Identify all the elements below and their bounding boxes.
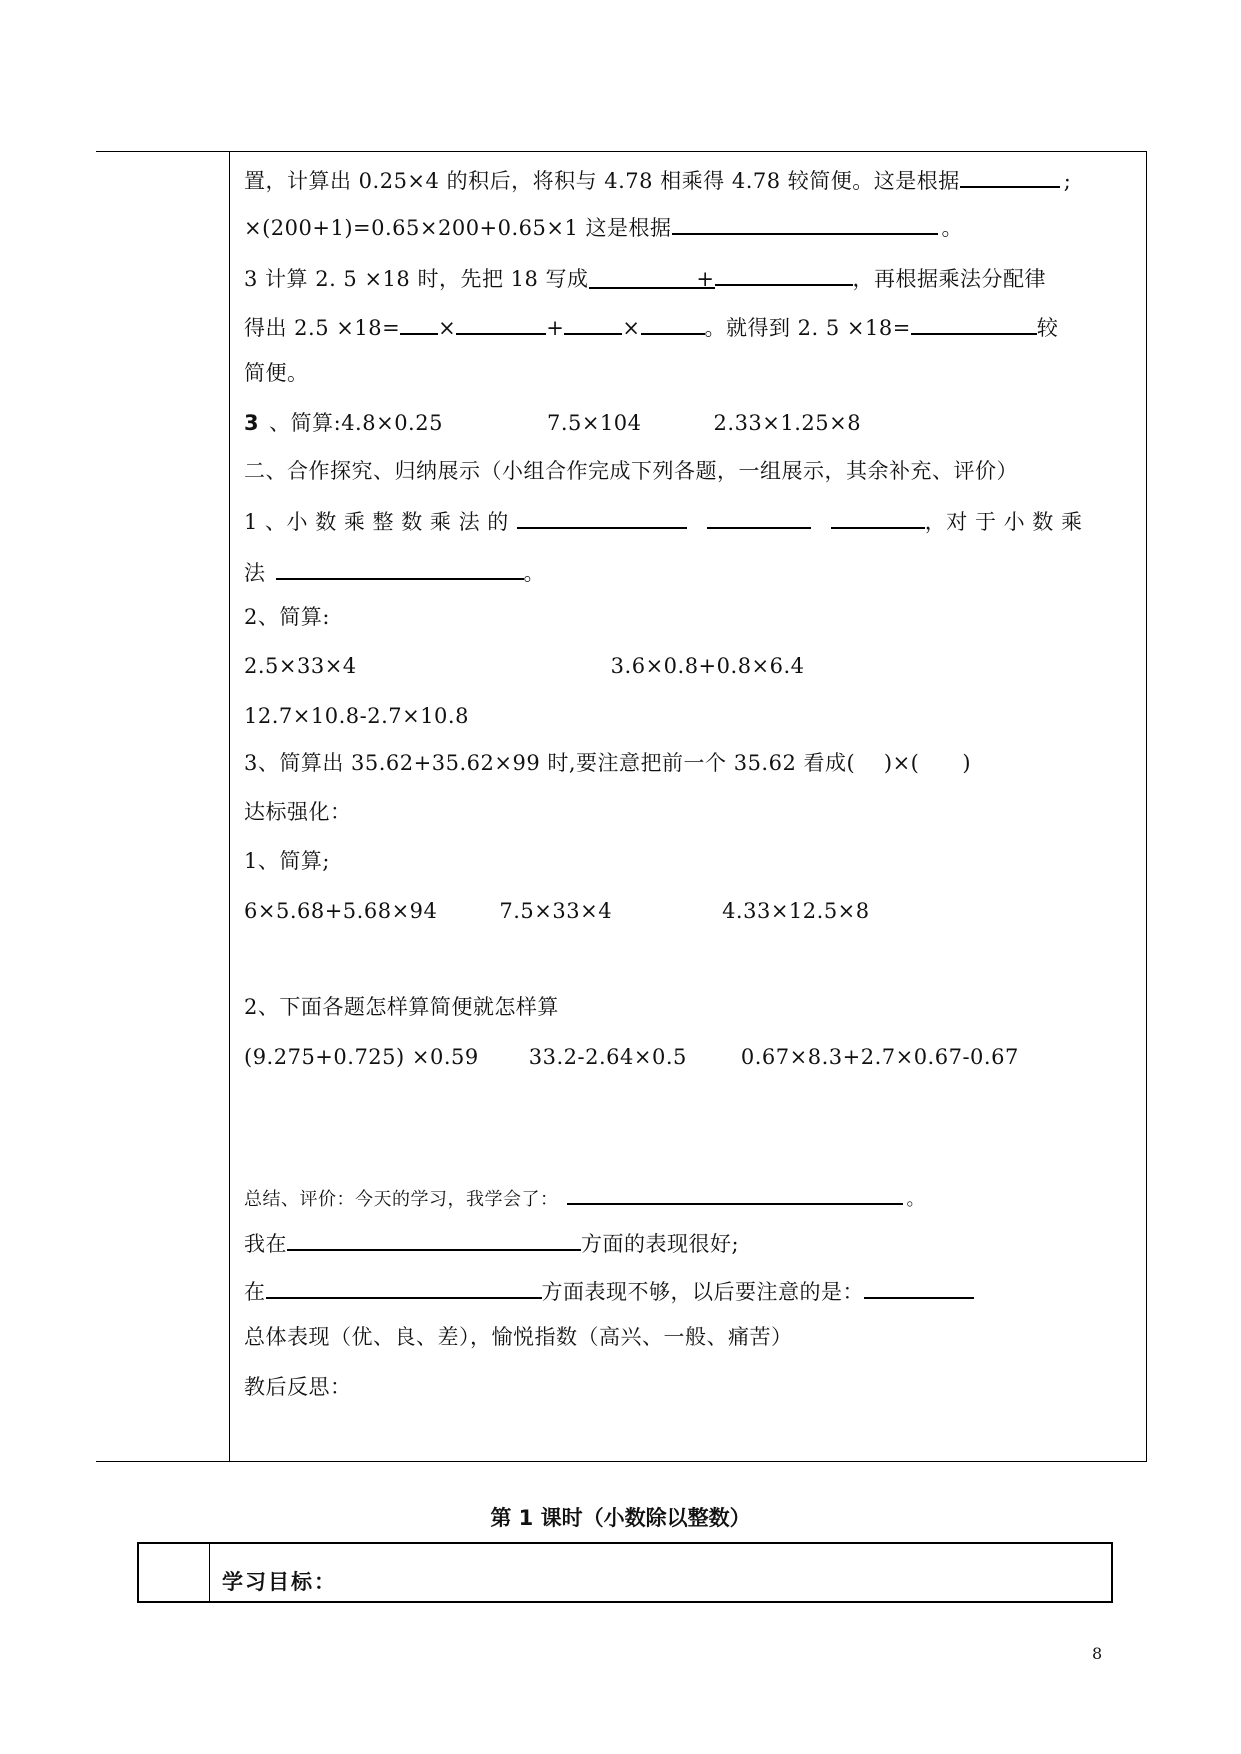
text-line: 1 、小 数 乘 整 数 乘 法 的 ，对 于 小 数 乘 (244, 505, 1082, 536)
table-bottom-border (96, 1461, 1147, 1462)
summary-line: 在 方面表现不够，以后要注意的是： (244, 1275, 974, 1306)
text-line: 2、简算: (244, 605, 330, 629)
text-line: 置，计算出 0.25×4 的积后，将积与 4.78 相乘得 4.78 较简便。这是根据 ; (244, 164, 1071, 195)
text-line: 简便。 (244, 361, 309, 385)
text-line: 3 、简算:4.8×0.25 7.5×104 2.33×1.25×8 (244, 411, 862, 435)
summary-line: 教后反思： (244, 1375, 352, 1399)
summary-line: 总体表现（优、良、差），愉悦指数（高兴、一般、痛苦） (244, 1325, 793, 1349)
table-right-border (1146, 151, 1147, 1462)
goal-table-column-border (209, 1542, 210, 1603)
answer-blank (567, 1183, 903, 1205)
table-inner-column-border (229, 151, 230, 1462)
goal-table-right-border (1111, 1542, 1113, 1603)
text-line: 2、下面各题怎样算简便就怎样算 (244, 995, 559, 1019)
text-line: ×(200+1)=0.65×200+0.65×1 这是根据 。 (244, 211, 963, 242)
answer-blank (707, 505, 811, 529)
answer-blank (864, 1275, 974, 1299)
text-line: 得出 2.5 ×18= × + × 。就得到 2. 5 ×18= 较 (244, 311, 1058, 342)
answer-blank (276, 556, 524, 580)
answer-blank (960, 164, 1060, 188)
goal-table-bottom-border (137, 1601, 1113, 1603)
text-line: 12.7×10.8-2.7×10.8 (244, 704, 469, 728)
answer-blank (400, 311, 438, 335)
answer-blank (456, 311, 546, 335)
answer-blank (911, 311, 1037, 335)
text-line: 6×5.68+5.68×94 7.5×33×4 4.33×12.5×8 (244, 899, 870, 923)
summary-line: 我在 方面的表现很好; (244, 1227, 739, 1258)
section-heading: 二、合作探究、归纳展示（小组合作完成下列各题，一组展示，其余补充、评价） (244, 459, 1018, 483)
page-number: 8 (1092, 1644, 1103, 1663)
summary-line: 总结、评价：今天的学习，我学会了： 。 (244, 1183, 925, 1214)
text-line: 1、简算; (244, 849, 330, 873)
answer-blank (517, 505, 687, 529)
answer-blank (672, 211, 938, 235)
answer-blank (564, 311, 622, 335)
goal-table-top-border (137, 1542, 1112, 1544)
learning-goal-label: 学习目标： (222, 1570, 337, 1594)
text-line: 2.5×33×4 3.6×0.8+0.8×6.4 (244, 654, 805, 678)
section-heading: 达标强化： (244, 800, 352, 824)
text-line: (9.275+0.725) ×0.59 33.2-2.64×0.5 0.67×8.3+2.7×0.67-0.67 (244, 1045, 1019, 1069)
goal-table-left-border (137, 1542, 139, 1603)
answer-blank (831, 505, 925, 529)
text-line: 3、简算出 35.62+35.62×99 时,要注意把前一个 35.62 看成( )×( ) (244, 751, 972, 775)
answer-blank (715, 262, 853, 286)
answer-blank (266, 1275, 542, 1299)
text-line: 3 计算 2. 5 ×18 时，先把 18 写成 + ，再根据乘法分配律 (244, 262, 1046, 293)
answer-blank (287, 1227, 581, 1251)
text-line: 法 。 (244, 556, 545, 587)
lesson-title: 第 1 课时（小数除以整数） (490, 1506, 751, 1530)
answer-blank (641, 311, 705, 335)
table-top-border (96, 151, 1147, 152)
answer-blank: + (589, 265, 715, 289)
